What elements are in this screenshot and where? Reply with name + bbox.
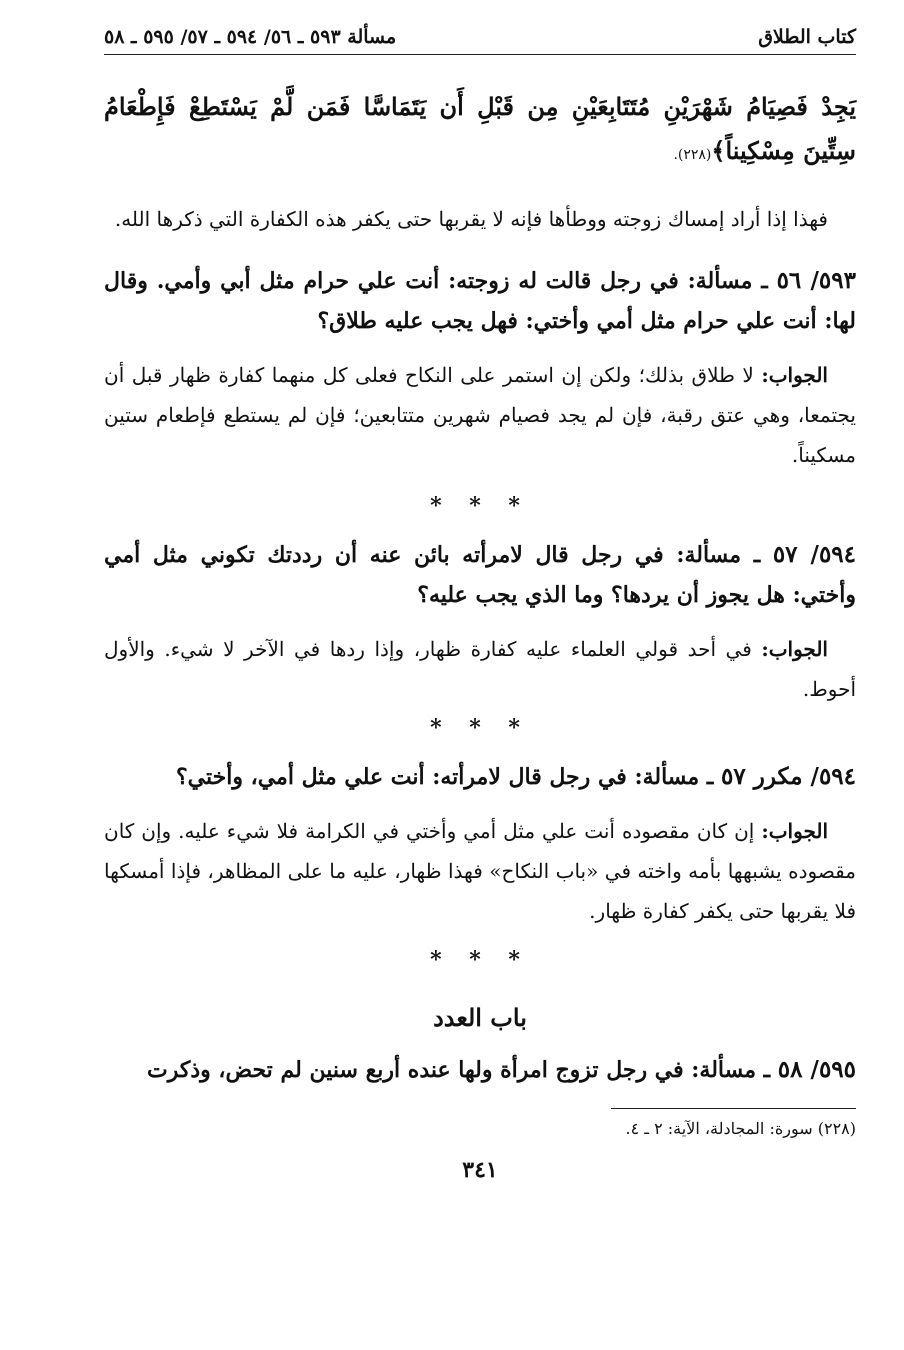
question <box>104 1050 856 1090</box>
answer-label: الجواب: <box>761 363 828 387</box>
book-title: كتاب الطلاق <box>758 26 856 48</box>
book-page <box>104 26 856 1183</box>
section-separator: * * * <box>430 715 530 741</box>
question-text: في رجل قال لامرأته: أنت علي مثل أمي، وأختي؟ <box>175 764 627 790</box>
question-label: ـ مسألة: <box>691 1057 771 1083</box>
question <box>104 261 856 341</box>
footnote-marker: (٢٢٨) <box>817 1119 856 1138</box>
answer <box>104 629 856 709</box>
question-label: ـ مسألة: <box>634 764 714 790</box>
answer-text: في أحد قولي العلماء عليه كفارة ظهار، وإذا ردها في الآخر لا شيء. والأول أحوط. <box>104 637 856 701</box>
question-text: في رجل قال لامرأته بائن عنه أن رددتك تكوني مثل أمي وأختي: هل يجوز أن يردها؟ وما الذي يجب عليه؟ <box>104 542 856 608</box>
paragraph: فهذا إذا أراد إمساك زوجته ووطأها فإنه لا يقربها حتى يكفر هذه الكفارة التي ذكرها الله. <box>114 207 828 231</box>
answer <box>104 355 856 475</box>
question-number: ٥٩٥/ ٥٨ <box>777 1056 856 1083</box>
quran-footnote-ref: (٢٢٨). <box>673 147 712 163</box>
question-label: ـ مسألة: <box>687 268 768 294</box>
footnote-separator <box>611 1108 856 1109</box>
footnote <box>104 1115 856 1143</box>
question-number: ٥٩٣/ ٥٦ <box>776 267 856 294</box>
issue-range: مسألة ٥٩٣ ـ ٥٦/ ٥٩٤ ـ ٥٧/ ٥٩٥ ـ ٥٨ <box>104 26 397 48</box>
section-separator: * * * <box>430 947 530 973</box>
answer-text: لا طلاق بذلك؛ ولكن إن استمر على النكاح فعلى كل منهما كفارة ظهار قبل أن يجتمعا، وهي عتق رقبة، فإن لم يجد فصيام شهرين متتابعين؛ فإن لم يستطع فإطعام ستين مسكيناً. <box>104 363 856 467</box>
answer <box>104 811 856 931</box>
answer-label: الجواب: <box>761 819 829 843</box>
quran-verse <box>104 85 856 177</box>
question-number: ٥٩٤/ ٥٧ <box>772 541 856 568</box>
question <box>104 535 856 615</box>
page-number: ٣٤١ <box>462 1157 498 1183</box>
question <box>104 757 856 797</box>
answer-text: إن كان مقصوده أنت علي مثل أمي وأختي في الكرامة فلا شيء عليه. وإن كان مقصوده يشبهها بأمه واخته في «باب النكاح» فهذا ظهار، عليه ما على المظاهر، فإذا أمسكها فلا يقربها حتى يكفر كفارة ظهار. <box>104 819 856 923</box>
question-number: ٥٩٤/ مكرر ٥٧ <box>720 763 856 790</box>
quran-text: يَجِدْ فَصِيَامُ شَهْرَيْنِ مُتَتَابِعَيْنِ مِن قَبْلِ أَن يَتَمَاسَّا فَمَن لَّمْ يَسْتَطِعْ فَإِطْعَامُ سِتِّينَ مِسْكِيناً﴾ <box>104 92 856 165</box>
chapter-title: باب العدد <box>433 1003 527 1032</box>
section-separator: * * * <box>430 493 530 519</box>
question-label: ـ مسألة: <box>676 542 761 568</box>
footnote-text: سورة: المجادلة، الآية: ٢ ـ ٤. <box>625 1119 813 1138</box>
running-header <box>104 26 856 55</box>
question-text: في رجل قالت له زوجته: أنت علي حرام مثل أبي وأمي. وقال لها: أنت علي حرام مثل أمي وأختي: فهل يجب عليه طلاق؟ <box>104 268 856 334</box>
answer-label: الجواب: <box>761 637 828 661</box>
question-text: في رجل تزوج امرأة ولها عنده أربع سنين لم تحض، وذكرت <box>147 1057 684 1083</box>
